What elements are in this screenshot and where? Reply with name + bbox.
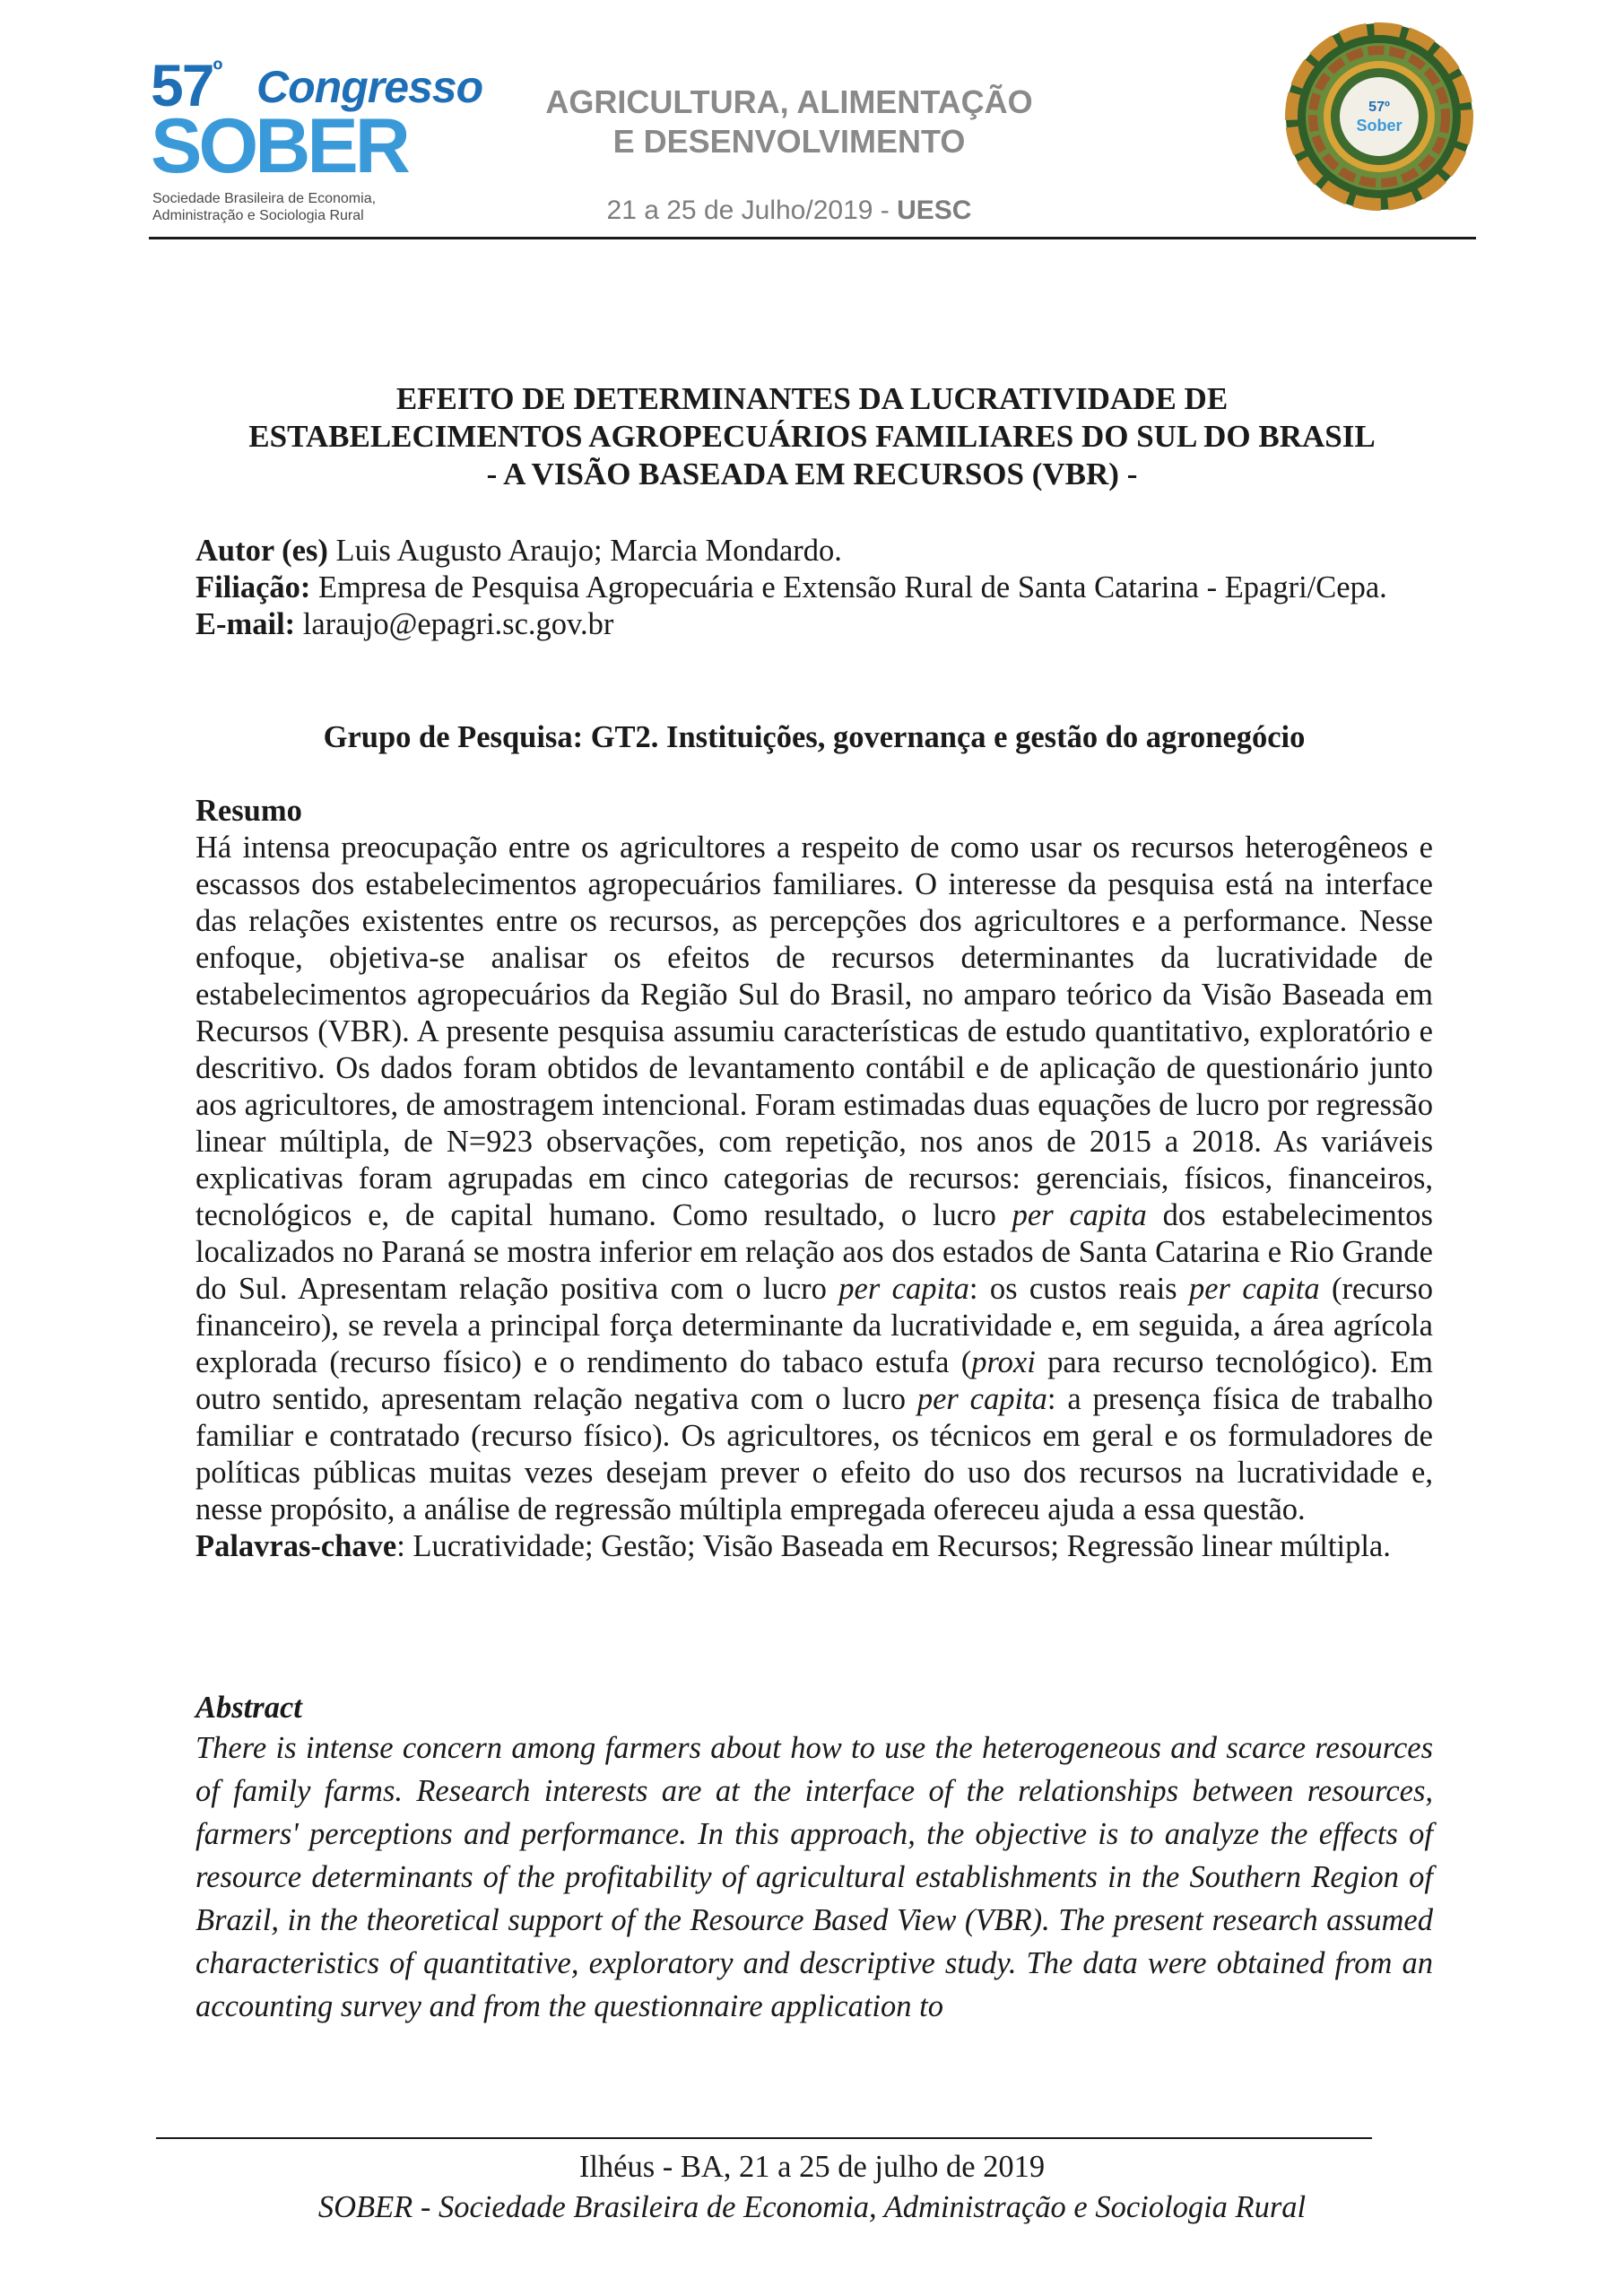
- emblem-number-text: 57º: [1368, 100, 1390, 115]
- logo-sober-word: SOBER: [151, 103, 407, 189]
- authors-line: [195, 533, 1433, 570]
- affiliation-value: Empresa de Pesquisa Agropecuária e Extensão Rural de Santa Catarina - Epagri/Cepa.: [310, 570, 1387, 604]
- resumo-text-2: dos estabelecimentos localizados no Paraná se mostra inferior em relação aos dos estados de Santa Catarina e Rio Grande do Sul. Apresentam relação positiva com o lucro: [195, 1198, 1433, 1306]
- title-line-2: ESTABELECIMENTOS AGROPECUÁRIOS FAMILIARES DO SUL DO BRASIL: [248, 419, 1376, 454]
- title-line-1: EFEITO DE DETERMINANTES DA LUCRATIVIDADE DE: [395, 381, 1229, 416]
- authors-label: Autor (es): [195, 534, 328, 568]
- footer-location: Ilhéus - BA, 21 a 25 de julho de 2019: [578, 2150, 1046, 2184]
- resumo-italic-4: proxi: [971, 1345, 1036, 1379]
- logo-subtitle-line-2: Administração e Sociologia Rural: [152, 208, 364, 223]
- logo-subtitle-line-1: Sociedade Brasileira de Economia,: [152, 191, 377, 206]
- resumo-text-3: : os custos reais: [968, 1272, 1189, 1306]
- logo-degree: º: [213, 56, 221, 85]
- author-info: [195, 533, 1433, 643]
- resumo-body: [195, 830, 1433, 1528]
- date-text: 21 a 25 de Julho/2019 -: [606, 196, 898, 225]
- logo-congresso-word: Congresso: [256, 62, 483, 112]
- footer-society: SOBER - Sociedade Brasileira de Economia, Administração e Sociologia Rural: [317, 2190, 1307, 2224]
- logo-subtitle: [152, 190, 413, 224]
- emblem-name-text: Sober: [1356, 117, 1403, 135]
- footer-divider: [156, 2137, 1372, 2139]
- keywords-line: [195, 1528, 1433, 1565]
- abstract-section: [195, 1690, 1433, 2028]
- resumo-text-4: (recurso financeiro), se revela a principal força determinante da lucratividade e, em seguida, a área agrícola explorada (recurso físico) e o rendimento do tabaco estufa (: [195, 1272, 1433, 1379]
- affiliation-line: [195, 570, 1433, 606]
- congress-emblem-icon: [1284, 22, 1474, 212]
- paper-title: [143, 380, 1481, 493]
- venue-text: UESC: [897, 196, 972, 225]
- sober-congress-logo: [151, 52, 483, 223]
- affiliation-label: Filiação:: [195, 570, 311, 604]
- authors-value: Luis Augusto Araujo; Marcia Mondardo.: [327, 534, 842, 568]
- resumo-text-6: : a presença física de trabalho familiar e contratado (recurso físico). Os agricultores, os técnicos em geral e os formuladores de políticas públicas muitas vezes desejam prever o efeito do uso dos recursos na lucratividade e, nesse propósito, a análise de regressão múltipla empregada ofereceu ajuda a essa questão.: [195, 1382, 1433, 1526]
- resumo-text-5: para recurso tecnológico). Em outro sentido, apresentam relação negativa com o lucro: [195, 1345, 1433, 1416]
- abstract-heading: Abstract: [195, 1691, 302, 1725]
- logo-number-text: 57: [151, 52, 213, 118]
- resumo-italic-1: per capita: [1012, 1198, 1147, 1232]
- congress-date: [502, 196, 1076, 226]
- abstract-body: There is intense concern among farmers about how to use the heterogeneous and scarce resources of family farms. Research interests are at the interface of the relationships between resources, farmers' perceptions and performance. In this approach, the objective is to analyze the effects of resource determinants of the profitability of agricultural establishments in the Southern Region of Brazil, in the theoretical support of the Resource Based View (VBR). The present research assumed characteristics of quantitative, exploratory and descriptive study. The data were obtained from an accounting survey and from the questionnaire application to: [195, 1731, 1433, 2023]
- resumo-italic-2: per capita: [838, 1272, 969, 1306]
- keywords-value: : Lucratividade; Gestão; Visão Baseada em Recursos; Regressão linear múltipla.: [396, 1529, 1391, 1563]
- resumo-italic-5: per capita: [916, 1382, 1047, 1416]
- theme-line-1: AGRICULTURA, ALIMENTAÇÃO: [545, 83, 1033, 120]
- title-line-3: - A VISÃO BASEADA EM RECURSOS (VBR) -: [486, 457, 1138, 491]
- email-label: E-mail:: [195, 607, 296, 641]
- theme-line-2: E DESENVOLVIMENTO: [612, 123, 966, 160]
- resumo-section: [195, 793, 1433, 1565]
- resumo-heading: Resumo: [195, 794, 302, 828]
- resumo-text-1: Há intensa preocupação entre os agricultores a respeito de como usar os recursos heterogêneos e escassos dos estabelecimentos agropecuários familiares. O interesse da pesquisa está na interface das relações existentes entre os recursos, as percepções dos agricultores e a performance. Nesse enfoque, objetiva-se analisar os efeitos de recursos determinantes da lucratividade de estabelecimentos agropecuários da Região Sul do Brasil, no amparo teórico da Visão Baseada em Recursos (VBR). A presente pesquisa assumiu características de estudo quantitativo, exploratório e descritivo. Os dados foram obtidos de levantamento contábil e de aplicação de questionário junto aos agricultores, de amostragem intencional. Foram estimadas duas equações de lucro por regressão linear múltipla, de N=923 observações, com repetição, nos anos de 2015 a 2018. As variáveis explicativas foram agrupadas em cinco categorias de recursos: gerenciais, físicos, financeiros, tecnológicos e, de capital humano. Como resultado, o lucro: [195, 831, 1433, 1232]
- research-group: Grupo de Pesquisa: GT2. Instituições, governança e gestão do agronegócio: [323, 720, 1306, 754]
- keywords-label: Palavras-chave: [195, 1529, 397, 1563]
- email-line: [195, 606, 1433, 643]
- resumo-italic-3: per capita: [1188, 1272, 1320, 1306]
- email-value: laraujo@epagri.sc.gov.br: [295, 607, 614, 641]
- header-divider: [149, 237, 1476, 239]
- congress-theme: [502, 83, 1076, 161]
